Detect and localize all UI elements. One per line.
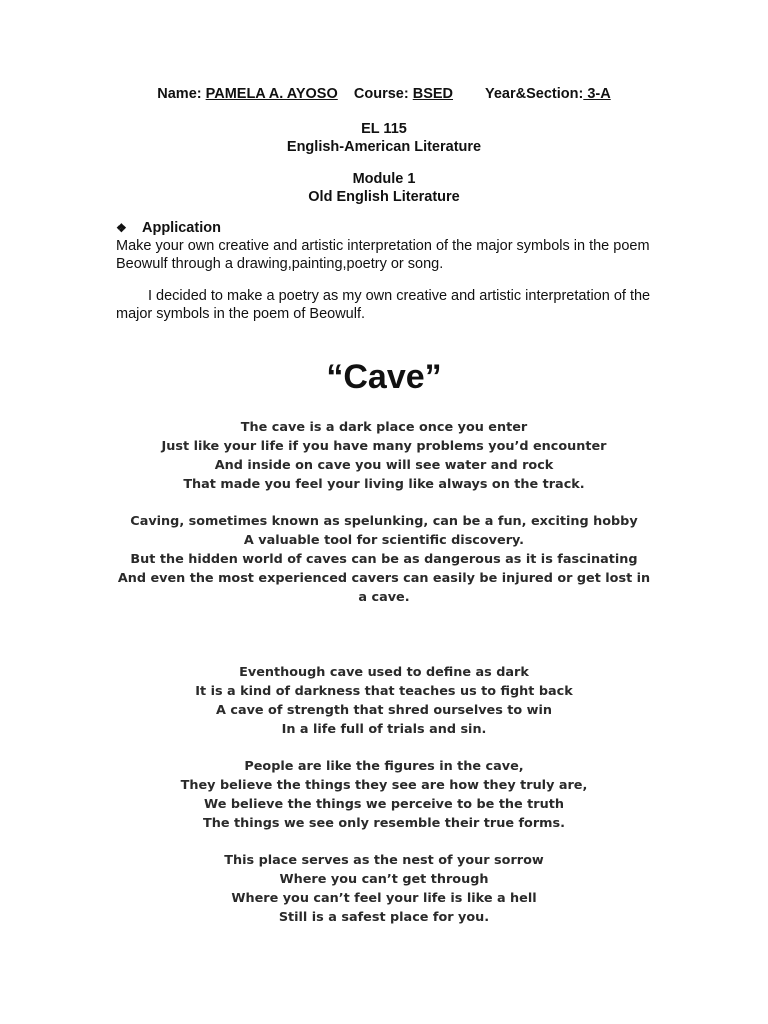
poem-line: The cave is a dark place once you enter: [240, 420, 528, 435]
course-label: Course:: [353, 86, 413, 102]
poem-line: This place serves as the nest of your sorrow: [224, 853, 544, 868]
module-block: [0, 170, 768, 206]
poem-stanza: [114, 757, 654, 833]
module-title: Old English Literature: [308, 189, 460, 205]
poem-stanza: [114, 663, 654, 739]
poem-line: Where you can’t feel your life is like a hell: [231, 891, 537, 906]
poem-line: People are like the figures in the cave,: [244, 759, 524, 774]
poem-line: And even the most experienced cavers can easily be injured or get lost in a cave.: [117, 571, 651, 605]
poem-line: It is a kind of darkness that teaches us to fight back: [195, 684, 573, 699]
student-info-line: [0, 86, 768, 102]
application-heading-text: Application: [142, 220, 221, 236]
poem-line: And inside on cave you will see water and rock: [214, 458, 554, 473]
course-title: English-American Literature: [286, 139, 482, 155]
poem-line: But the hidden world of caves can be as dangerous as it is fascinating: [130, 552, 638, 567]
poem-line: A cave of strength that shred ourselves to win: [216, 703, 552, 718]
poem-line: Caving, sometimes known as spelunking, can be a fun, exciting hobby: [130, 514, 638, 529]
poem-line: They believe the things they see are how they truly are,: [180, 778, 588, 793]
poem-line: We believe the things we perceive to be the truth: [204, 797, 564, 812]
poem-title: “Cave”: [326, 358, 442, 396]
course-value: BSED: [412, 86, 454, 102]
application-instructions: Make your own creative and artistic interpretation of the major symbols in the poem Beowulf through a drawing,painting,poetry or song.: [116, 238, 650, 272]
poem-line: Where you can’t get through: [279, 872, 489, 887]
poem-stanza: [114, 851, 654, 927]
year-section-label: Year&Section:: [484, 86, 584, 102]
poem-line: A valuable tool for scientific discovery.: [243, 533, 525, 548]
poem-line: In a life full of trials and sin.: [281, 722, 487, 737]
name-value: PAMELA A. AYOSO: [205, 86, 338, 102]
year-section-value: 3-A: [583, 86, 611, 102]
application-statement: I decided to make a poetry as my own creative and artistic interpretation of the major symbols in the poem of Beowulf.: [116, 288, 651, 322]
diamond-bullet-icon: ❖: [116, 221, 127, 235]
poem-line: Just like your life if you have many problems you’d encounter: [161, 439, 607, 454]
poem-stanza: [114, 418, 654, 494]
poem-stanza: [114, 512, 654, 607]
poem-line: Eventhough cave used to define as dark: [239, 665, 529, 680]
poem-line: That made you feel your living like always on the track.: [183, 477, 585, 492]
course-block: [0, 120, 768, 156]
name-label: Name:: [157, 86, 206, 102]
poem-line: The things we see only resemble their true forms.: [203, 816, 565, 831]
module-number: Module 1: [352, 171, 416, 187]
application-heading: [116, 220, 221, 236]
poem-line: Still is a safest place for you.: [278, 910, 490, 925]
course-code: EL 115: [361, 121, 407, 137]
